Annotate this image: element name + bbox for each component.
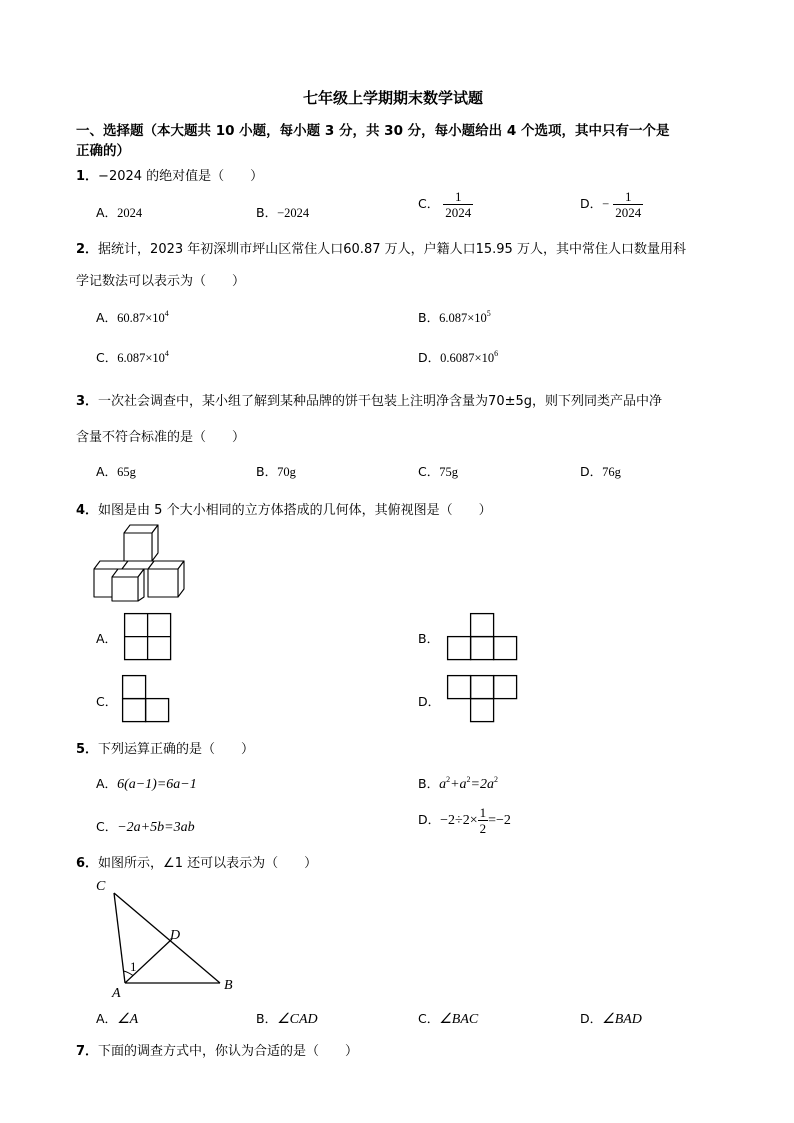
- q3-option-d: [580, 462, 621, 480]
- option-label: B．: [256, 464, 278, 479]
- q4-option-c-label: C．: [96, 694, 118, 709]
- q4-option-a-figure: [124, 613, 172, 661]
- page-title: 七年级上学期期末数学试题: [303, 89, 484, 107]
- option-label: A．: [96, 1011, 118, 1026]
- q2-option-b: [418, 308, 491, 326]
- q3-option-b: [256, 462, 296, 480]
- q3-option-a: [96, 462, 136, 480]
- q6-option-a: [96, 1009, 138, 1028]
- expression-right: =−2: [488, 813, 511, 828]
- question-2-stem-line2: 学记数法可以表示为（ ）: [76, 274, 246, 289]
- option-label: C．: [96, 350, 118, 365]
- fraction-denominator: 2024: [445, 205, 472, 220]
- triangle-figure: [92, 876, 242, 1000]
- option-label: A．: [96, 776, 118, 791]
- option-value: ∠BAD: [602, 1012, 642, 1027]
- segment-ca: [114, 893, 125, 983]
- option-label: C．: [418, 1011, 440, 1026]
- fraction: [478, 805, 489, 836]
- option-value: 6(a−1)=6a−1: [117, 777, 197, 792]
- q5-option-b: [418, 774, 498, 793]
- q4-option-a-label: A．: [96, 631, 118, 646]
- question-3-stem-line2: 含量不符合标准的是（ ）: [76, 430, 246, 445]
- option-label: C．: [96, 819, 118, 834]
- q4-option-b-figure: [447, 613, 519, 661]
- option-label: A．: [96, 205, 118, 220]
- q6-option-b: [256, 1009, 318, 1028]
- question-3-stem-line1: [76, 390, 662, 409]
- question-number: 1．: [76, 169, 99, 184]
- exponent: 4: [164, 309, 169, 318]
- option-value: 0.6087×10: [440, 351, 495, 365]
- option-label: D．: [418, 350, 441, 365]
- question-text: 一次社会调查中，某小组了解到某种品牌的饼干包装上注明净含量为70±5g，则下列同类产品中净: [98, 394, 663, 409]
- q5-option-a: [96, 774, 197, 793]
- q4-option-d-figure: [447, 675, 519, 723]
- question-7-stem: [76, 1040, 358, 1059]
- option-label: B．: [256, 1011, 278, 1026]
- option-value: 6.087×10: [117, 351, 165, 365]
- exponent: 2: [446, 775, 451, 784]
- point-label-b: B: [224, 978, 233, 993]
- section-header-line2: 正确的）: [76, 143, 130, 159]
- question-number: 3．: [76, 394, 99, 409]
- angle-label-1: 1: [130, 959, 137, 974]
- exponent: 5: [486, 309, 491, 318]
- option-value: 70g: [277, 465, 296, 479]
- exponent: 2: [493, 775, 498, 784]
- fraction-denominator: 2024: [615, 205, 642, 220]
- point-label-c: C: [96, 879, 106, 894]
- q1-option-c: [418, 189, 473, 220]
- question-1-stem: [76, 165, 263, 184]
- option-value: ∠A: [117, 1012, 139, 1027]
- q1-option-d: [580, 189, 643, 220]
- question-5-stem: [76, 738, 254, 757]
- option-label: B．: [418, 776, 440, 791]
- option-value: ∠BAC: [439, 1012, 479, 1027]
- q6-option-d: [580, 1009, 642, 1028]
- question-2-stem-line1: [76, 238, 686, 257]
- cube-stack-figure: [92, 523, 192, 601]
- option-label: A．: [96, 464, 118, 479]
- q1-option-a: [96, 203, 142, 221]
- question-text: 如图所示，∠1 还可以表示为（ ）: [98, 856, 318, 871]
- q5-option-c: [96, 817, 195, 836]
- option-label: B．: [418, 310, 440, 325]
- option-value: ∠CAD: [277, 1012, 318, 1027]
- section-header-line1: 一、选择题（本大题共 10 小题，每小题 3 分，共 30 分，每小题给出 4 个选项，其中只有一个是: [76, 123, 670, 139]
- exponent: 2: [466, 775, 471, 784]
- option-value: 60.87×10: [117, 311, 165, 325]
- option-label: D．: [580, 464, 603, 479]
- option-value: 2024: [117, 206, 143, 220]
- exponent: 6: [494, 349, 499, 358]
- q2-option-d: [418, 348, 498, 366]
- point-label-d: D: [170, 928, 181, 943]
- option-value: 65g: [117, 465, 136, 479]
- fraction-numerator: 1: [613, 189, 643, 205]
- q4-option-d-label: D．: [418, 694, 441, 709]
- question-number: 2．: [76, 242, 99, 257]
- question-text: 如图是由 5 个大小相同的立方体搭成的几何体，其俯视图是（ ）: [98, 503, 492, 518]
- fraction-denominator: 2: [479, 821, 487, 836]
- minus-sign: −: [602, 197, 610, 211]
- q6-option-c: [418, 1009, 478, 1028]
- option-value: 76g: [602, 465, 621, 479]
- option-label: C．: [418, 196, 440, 211]
- option-label: D．: [580, 196, 603, 211]
- exponent: 4: [164, 349, 169, 358]
- question-6-stem: [76, 852, 317, 871]
- question-number: 6．: [76, 856, 99, 871]
- q4-option-c-figure: [122, 675, 170, 723]
- question-number: 5．: [76, 742, 99, 757]
- q2-option-a: [96, 308, 169, 326]
- question-number: 4．: [76, 503, 99, 518]
- question-4-stem: [76, 499, 492, 518]
- fraction: [613, 189, 643, 220]
- option-value: −2024: [277, 206, 310, 220]
- q3-option-c: [418, 462, 458, 480]
- option-value: 75g: [439, 465, 458, 479]
- fraction-numerator: 1: [479, 805, 487, 820]
- option-label: B．: [256, 205, 278, 220]
- q4-option-b-label: B．: [418, 631, 440, 646]
- q1-option-b: [256, 203, 309, 221]
- point-label-a: A: [112, 986, 121, 1001]
- q2-option-c: [96, 348, 169, 366]
- question-number: 7．: [76, 1044, 99, 1059]
- expression-left: −2÷2×: [440, 813, 478, 828]
- term: +a: [450, 777, 467, 792]
- option-value: 6.087×10: [439, 311, 487, 325]
- option-value: −2a+5b=3ab: [117, 820, 195, 835]
- option-label: D．: [418, 812, 441, 827]
- term: a: [439, 777, 447, 792]
- option-label: A．: [96, 310, 118, 325]
- question-text: −2024 的绝对值是（ ）: [98, 169, 264, 184]
- question-text: 据统计，2023 年初深圳市坪山区常住人口60.87 万人，户籍人口15.95 万人，其中常住人口数量用科: [98, 242, 686, 257]
- term: =2a: [470, 777, 494, 792]
- question-text: 下列运算正确的是（ ）: [98, 742, 255, 757]
- fraction-numerator: 1: [443, 189, 473, 205]
- option-label: D．: [580, 1011, 603, 1026]
- question-text: 下面的调查方式中，你认为合适的是（ ）: [98, 1044, 359, 1059]
- fraction: [443, 189, 473, 220]
- option-label: C．: [418, 464, 440, 479]
- q5-option-d: [418, 805, 511, 836]
